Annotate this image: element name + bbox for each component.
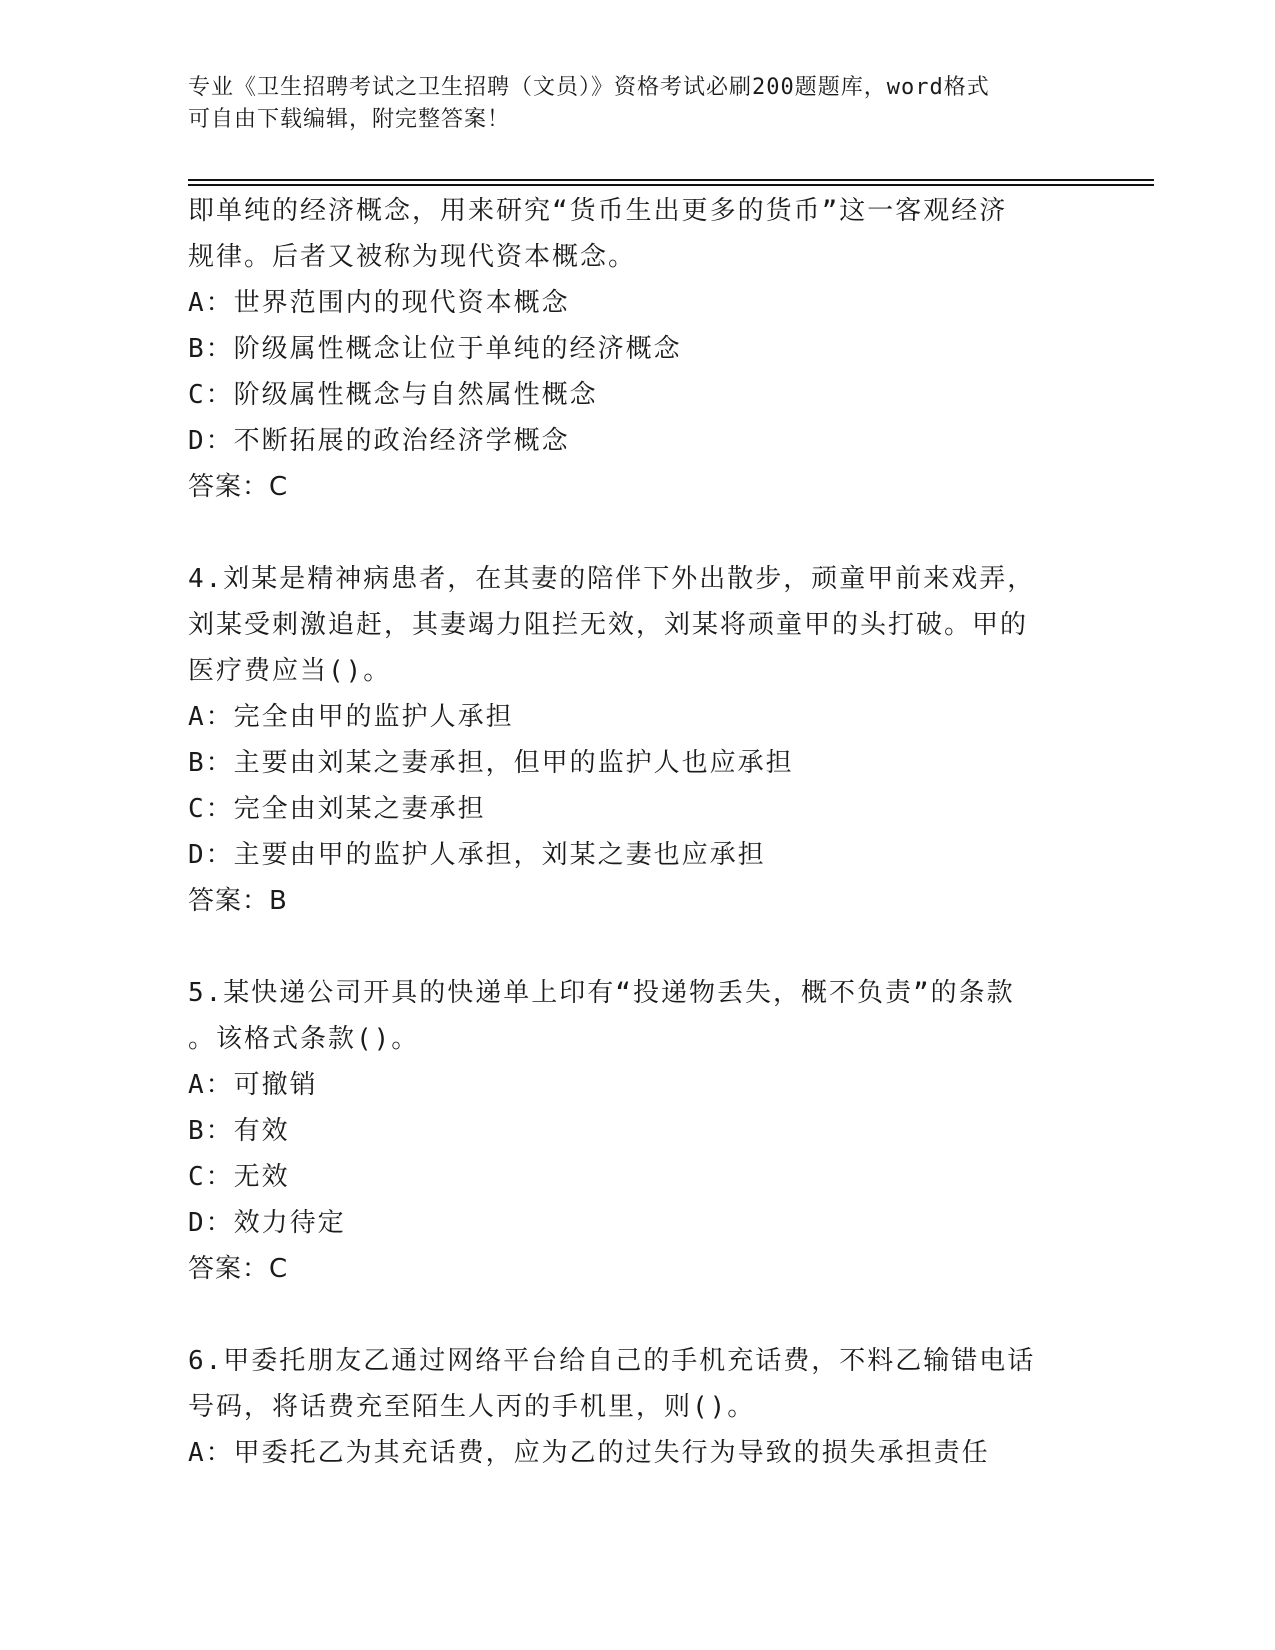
option-a: A：完全由甲的监护人承担 [188,702,514,732]
spacer [188,510,1068,556]
question-5 [188,970,1068,1292]
option-c: C：阶级属性概念与自然属性概念 [188,380,598,410]
question-text-line: 4.刘某是精神病患者，在其妻的陪伴下外出散步，顽童甲前来戏弄， [188,564,1036,594]
question-text-line: 即单纯的经济概念，用来研究“货币生出更多的货币”这一客观经济 [188,196,1008,226]
question-text-line: 医疗费应当()。 [188,656,392,686]
option-c: C：无效 [188,1162,290,1192]
option-a: A：世界范围内的现代资本概念 [188,288,570,318]
header-divider-bottom [188,184,1154,186]
spacer [188,924,1068,970]
question-list [188,188,1068,1476]
answer-line: 答案：C [188,1254,289,1284]
option-d: D：效力待定 [188,1208,346,1238]
option-a: A：可撤销 [188,1070,318,1100]
question-6 [188,1338,1068,1476]
option-c: C：完全由刘某之妻承担 [188,794,486,824]
header-divider-top [188,179,1154,181]
answer-line: 答案：C [188,472,289,502]
option-d: D：不断拓展的政治经济学概念 [188,426,570,456]
question-text-line: 。该格式条款()。 [188,1024,420,1054]
spacer [188,1292,1068,1338]
question-3-continuation [188,188,1068,510]
question-text-line: 号码，将话费充至陌生人丙的手机里，则()。 [188,1392,756,1422]
option-a: A：甲委托乙为其充话费，应为乙的过失行为导致的损失承担责任 [188,1438,990,1468]
header-title-line-1: 专业《卫生招聘考试之卫生招聘（文员）》资格考试必刷200题题库，word格式 [188,75,990,100]
answer-line: 答案：B [188,886,288,916]
option-b: B：阶级属性概念让位于单纯的经济概念 [188,334,682,364]
document-header [188,72,1088,136]
option-d: D：主要由甲的监护人承担，刘某之妻也应承担 [188,840,766,870]
question-text-line: 5.某快递公司开具的快递单上印有“投递物丢失，概不负责”的条款 [188,978,1015,1008]
question-text-line: 规律。后者又被称为现代资本概念。 [188,242,637,272]
option-b: B：主要由刘某之妻承担，但甲的监护人也应承担 [188,748,794,778]
question-text-line: 刘某受刺激追赶，其妻竭力阻拦无效，刘某将顽童甲的头打破。甲的 [188,610,1029,640]
question-4 [188,556,1068,924]
option-b: B：有效 [188,1116,290,1146]
header-title-line-2: 可自由下载编辑，附完整答案！ [188,107,511,132]
question-text-line: 6.甲委托朋友乙通过网络平台给自己的手机充话费，不料乙输错电话 [188,1346,1036,1376]
